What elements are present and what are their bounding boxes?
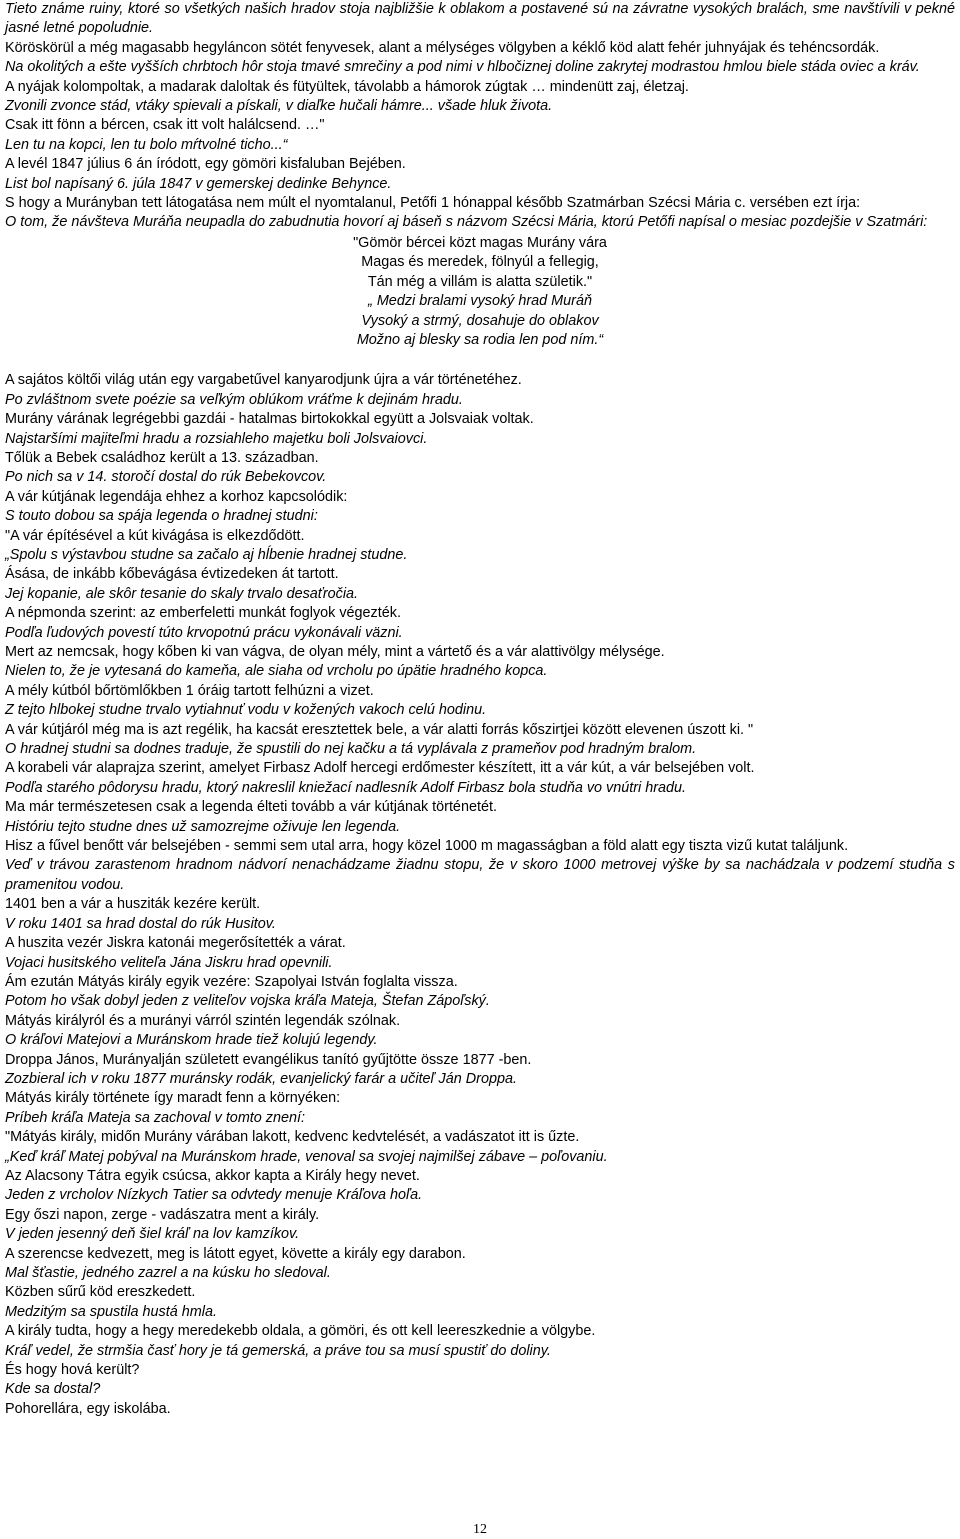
body-paragraph: Pohorellára, egy iskolába. — [5, 1400, 171, 1417]
body-paragraph: Ásása, de inkább kőbevágása évtizedeken át tartott. — [5, 566, 339, 583]
body-paragraph: Jeden z vrcholov Nízkych Tatier sa odvtedy menuje Kráľova hoľa. — [5, 1187, 423, 1204]
body-paragraph: "Mátyás király, midőn Murány várában lakott, kedvenc kedvtelését, a vadászatot itt is űzte. — [5, 1129, 580, 1146]
body-paragraph: Nielen to, že je vytesaná do kameňa, ale siaha od vrcholu po úpätie hradného kopca. — [5, 663, 548, 680]
intro-paragraph: List bol napísaný 6. júla 1847 v gemerskej dedinke Behynce. — [5, 175, 392, 192]
intro-paragraph: A nyájak kolompoltak, a madarak daloltak és fütyültek, távolabb a hámorok zúgtak … mindenütt zaj, életzaj. — [5, 78, 689, 95]
body-paragraph: Históriu tejto studne dnes už samozrejme oživuje len legenda. — [5, 818, 401, 835]
main-text-section — [5, 371, 955, 1419]
body-paragraph: Po nich sa v 14. storočí dostal do rúk Bebekovcov. — [5, 469, 327, 486]
body-paragraph: Egy őszi napon, zerge - vadászatra ment a király. — [5, 1206, 320, 1223]
body-paragraph: Murány várának legrégebbi gazdái - hatalmas birtokokkal együtt a Jolsvaiak voltak. — [5, 411, 534, 428]
body-paragraph: Medzitým sa spustila hustá hmla. — [5, 1303, 217, 1320]
poem-line: Magas és meredek, fölnyúl a fellegig, — [361, 254, 599, 271]
page-number: 12 — [473, 1522, 487, 1537]
body-paragraph: Kde sa dostal? — [5, 1381, 101, 1398]
poem-quote — [5, 234, 955, 350]
body-paragraph: A sajátos költői világ után egy vargabetűvel kanyarodjunk újra a vár történetéhez. — [5, 372, 522, 389]
body-paragraph: „Keď kráľ Matej pobýval na Muránskom hrade, venoval sa svojej najmilšej zábave – poľovaniu. — [5, 1148, 608, 1165]
body-paragraph: Po zvláštnom svete poézie sa veľkým oblúkom vráťme k dejinám hradu. — [5, 391, 463, 408]
intro-paragraph: Zvonili zvonce stád, vtáky spievali a pískali, v diaľke hučali hámre... všade hluk života. — [5, 98, 553, 115]
intro-paragraph: A levél 1847 július 6 án íródott, egy gömöri kisfaluban Bejében. — [5, 156, 406, 173]
poem-line: Vysoký a strmý, dosahuje do oblakov — [361, 312, 599, 329]
body-paragraph: A király tudta, hogy a hegy meredekebb oldala, a gömöri, és ott kell leereszkednie a völgybe. — [5, 1323, 596, 1340]
body-paragraph: Potom ho však dobyl jeden z veliteľov vojska kráľa Mateja, Štefan Zápoľský. — [5, 993, 490, 1010]
body-paragraph: A korabeli vár alaprajza szerint, amelyet Firbasz Adolf hercegi erdőmester készített, itt a vár kút, a vár belsejében volt. — [5, 760, 755, 777]
body-paragraph: Zozbieral ich v roku 1877 muránsky rodák, evanjelický farár a učiteľ Ján Droppa. — [5, 1070, 517, 1087]
intro-paragraph: Tieto známe ruiny, ktoré so všetkých našich hradov stoja najbližšie k oblakom a postavené sú na závratne vysokých bralách, sme navštívili v pekné jasné letné popoludnie. — [5, 1, 955, 37]
intro-paragraph: Csak itt fönn a bércen, csak itt volt halálcsend. …" — [5, 117, 325, 134]
body-paragraph: A vár kútjáról még ma is azt regélik, ha kacsát eresztettek bele, a vár alatti forrás kőszirtjei között elevenen úszott ki. " — [5, 721, 754, 738]
intro-paragraph: O tom, že návšteva Muráňa neupadla do zabudnutia hovorí aj báseň s názvom Szécsi Mária, ktorú Petőfi napísal o mesiac pozdejšie v Szatmári: — [5, 214, 928, 231]
body-paragraph: O hradnej studni sa dodnes traduje, že spustili do nej kačku a tá vyplávala z prameňov pod hradným bralom. — [5, 741, 697, 758]
body-paragraph: Közben sűrű köd ereszkedett. — [5, 1284, 196, 1301]
body-paragraph: A vár kútjának legendája ehhez a korhoz kapcsolódik: — [5, 488, 348, 505]
body-paragraph: V jeden jesenný deň šiel kráľ na lov kamzíkov. — [5, 1226, 300, 1243]
intro-paragraph: S hogy a Murányban tett látogatása nem múlt el nyomtalanul, Petőfi 1 hónappal később Szatmárban Szécsi Mária c. versében ezt írja: — [5, 195, 861, 212]
body-paragraph: Mal šťastie, jedného zazrel a na kúsku ho sledoval. — [5, 1265, 331, 1281]
body-paragraph: Ma már természetesen csak a legenda élteti tovább a vár kútjának történetét. — [5, 799, 497, 816]
body-paragraph: Z tejto hlbokej studne trvalo vytiahnuť vodu v kožených vakoch celú hodinu. — [5, 702, 487, 719]
body-paragraph: S touto dobou sa spája legenda o hradnej studni: — [5, 508, 318, 525]
body-paragraph: A szerencse kedvezett, meg is látott egyet, követte a király egy darabon. — [5, 1245, 466, 1262]
body-paragraph: Mátyás király története így maradt fenn a környéken: — [5, 1090, 341, 1107]
intro-section — [5, 0, 955, 233]
body-paragraph: V roku 1401 sa hrad dostal do rúk Husitov. — [5, 915, 276, 932]
intro-paragraph: Len tu na kopci, len tu bolo mŕtvolné ticho...“ — [5, 136, 288, 153]
body-paragraph: 1401 ben a vár a husziták kezére került. — [5, 896, 261, 913]
body-paragraph: Mert az nemcsak, hogy kőben ki van vágva, de olyan mély, mint a vártető és a vár alattivölgy mélysége. — [5, 644, 665, 660]
body-paragraph: Príbeh kráľa Mateja sa zachoval v tomto znení: — [5, 1109, 306, 1126]
body-paragraph: Podľa ľudových povestí túto krvopotnú prácu vykonávali väzni. — [5, 624, 403, 641]
body-paragraph: A népmonda szerint: az emberfeletti munkát foglyok végezték. — [5, 605, 401, 622]
intro-paragraph: Köröskörül a még magasabb hegyláncon sötét fenyvesek, alant a mélységes völgyben a kéklő köd alatt fehér juhnyájak és tehéncsordák. — [5, 39, 880, 56]
body-paragraph: Vojaci husitského veliteľa Jána Jiskru hrad opevnili. — [5, 954, 333, 971]
poem-line: „ Medzi bralami vysoký hrad Muráň — [368, 293, 592, 310]
body-paragraph: Jej kopanie, ale skôr tesanie do skaly trvalo desaťročia. — [5, 585, 359, 602]
body-paragraph: Mátyás királyról és a murányi várról szintén legendák szólnak. — [5, 1012, 401, 1029]
intro-paragraph: Na okolitých a ešte vyšších chrbtoch hôr stoja tmavé smrečiny a pod nimi v hlbočiznej doline zakrytej modrastou hmlou biele stáda oviec a kráv. — [5, 59, 920, 76]
poem-line: Tán még a villám is alatta születik." — [367, 273, 593, 290]
body-paragraph: Najstaršími majiteľmi hradu a rozsiahleho majetku boli Jolsvaiovci. — [5, 430, 428, 447]
body-paragraph: A huszita vezér Jiskra katonái megerősítették a várat. — [5, 935, 346, 952]
body-paragraph: És hogy hová került? — [5, 1362, 140, 1379]
body-paragraph: O kráľovi Matejovi a Muránskom hrade tiež kolujú legendy. — [5, 1032, 378, 1049]
document-body — [5, 0, 955, 1419]
body-paragraph: Veď v trávou zarastenom hradnom nádvorí nenachádzame žiadnu stopu, že v skoro 1000 metrovej výške by sa nachádzala v podzemí studňa s pramenitou vodou. — [5, 857, 955, 893]
body-paragraph: Tőlük a Bebek családhoz került a 13. században. — [5, 449, 319, 466]
body-paragraph: Az Alacsony Tátra egyik csúcsa, akkor kapta a Király hegy nevet. — [5, 1167, 420, 1184]
body-paragraph: „Spolu s výstavbou studne sa začalo aj hĺbenie hradnej studne. — [5, 546, 408, 563]
body-paragraph: Ám ezután Mátyás király egyik vezére: Szapolyai István foglalta vissza. — [5, 973, 458, 990]
poem-line: Možno aj blesky sa rodia len pod ním.“ — [356, 331, 604, 348]
body-paragraph: Droppa János, Murányalján született evangélikus tanító gyűjtötte össze 1877 -ben. — [5, 1051, 532, 1068]
poem-line: "Gömör bércei közt magas Murány vára — [353, 234, 607, 251]
body-paragraph: Kráľ vedel, že strmšia časť hory je tá gemerská, a práve tou sa musí spustiť do doliny. — [5, 1342, 551, 1359]
body-paragraph: Hisz a fűvel benőtt vár belsejében - semmi sem utal arra, hogy közel 1000 m magasságban a föld alatt egy tiszta vizű kutat találjunk. — [5, 838, 849, 855]
body-paragraph: "A vár építésével a kút kivágása is elkezdődött. — [5, 527, 305, 544]
body-paragraph: Podľa starého pôdorysu hradu, ktorý nakreslil kniežací nadlesník Adolf Firbasz bola studňa vo vnútri hradu. — [5, 779, 687, 796]
body-paragraph: A mély kútból bőrtömlőkben 1 óráig tartott felhúzni a vizet. — [5, 682, 374, 699]
